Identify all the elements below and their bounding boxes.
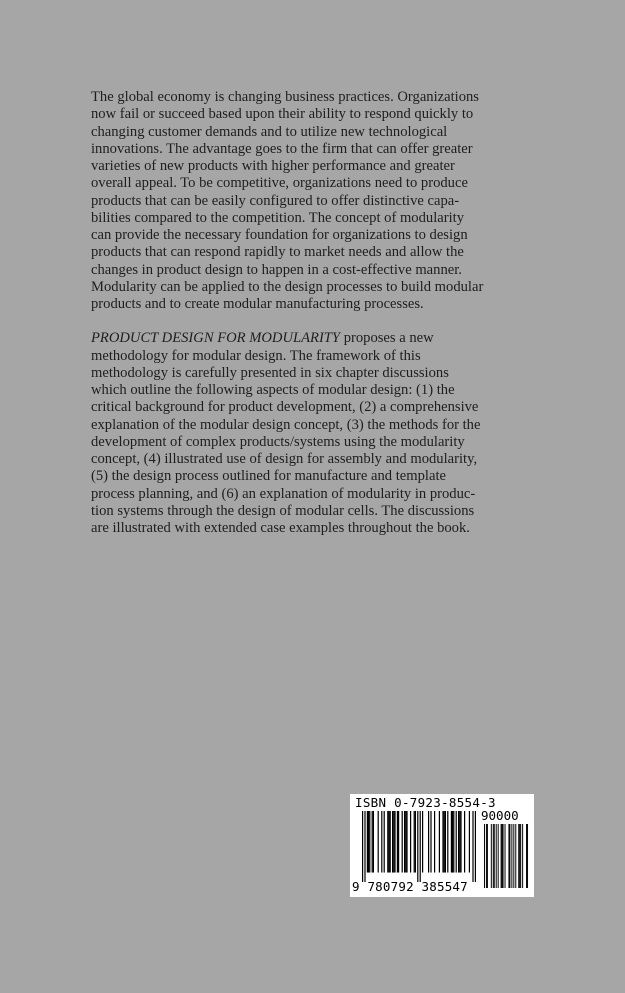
barcode-bar bbox=[393, 811, 394, 873]
blurb-line-rest: proposes a new bbox=[340, 330, 434, 347]
barcode-bar bbox=[369, 811, 370, 873]
barcode-bar bbox=[496, 824, 497, 888]
barcode-bar bbox=[459, 811, 460, 873]
back-cover-blurb bbox=[91, 89, 551, 537]
blurb-line: The global economy is changing business practices. Organizations bbox=[91, 89, 479, 105]
barcode-bar bbox=[520, 824, 521, 888]
barcode-bar bbox=[381, 811, 382, 873]
blurb-line: methodology for modular design. The framework of this bbox=[91, 347, 421, 364]
barcode-bar bbox=[515, 824, 516, 888]
blurb-paragraph-2 bbox=[91, 330, 551, 537]
barcode-bar bbox=[444, 811, 445, 873]
barcode-bar bbox=[508, 824, 509, 888]
barcode-bar bbox=[460, 811, 461, 873]
blurb-line: changes in product design to happen in a cost-effective manner. bbox=[91, 261, 462, 278]
blurb-line: bilities compared to the competition. The concept of modularity bbox=[91, 209, 464, 226]
addon-bars bbox=[483, 824, 529, 888]
barcode-bar bbox=[509, 824, 510, 888]
barcode-bar bbox=[405, 811, 406, 873]
barcode-bar bbox=[439, 811, 440, 873]
blurb-line: changing customer demands and to utilize new technological bbox=[91, 123, 448, 140]
blurb-line: can provide the necessary foundation for organizations to design bbox=[91, 227, 468, 243]
blurb-line: are illustrated with extended case examples throughout the book. bbox=[91, 520, 470, 536]
barcode-bar bbox=[410, 811, 411, 873]
barcode-bar bbox=[397, 811, 398, 873]
barcode-bar bbox=[415, 811, 416, 873]
blurb-line: innovations. The advantage goes to the firm that can offer greater bbox=[91, 140, 473, 157]
barcode-bar bbox=[472, 811, 473, 882]
barcode-bar bbox=[526, 824, 527, 888]
blurb-line: process planning, and (6) an explanation of modularity in produc- bbox=[91, 485, 476, 502]
barcode-bar bbox=[484, 824, 485, 888]
blurb-line bbox=[91, 330, 551, 347]
barcode-bar bbox=[392, 811, 393, 873]
barcode-bar bbox=[394, 811, 395, 873]
barcode-bar bbox=[451, 811, 452, 873]
book-title: PRODUCT DESIGN FOR MODULARITY bbox=[91, 330, 341, 347]
barcode-bar bbox=[493, 824, 494, 888]
barcode-bar bbox=[367, 811, 368, 873]
barcode-bar bbox=[487, 824, 488, 888]
barcode-bar bbox=[522, 824, 523, 888]
barcode-bar bbox=[372, 811, 373, 873]
blurb-line: products that can respond rapidly to market needs and allow the bbox=[91, 244, 464, 261]
barcode-bar bbox=[505, 824, 506, 888]
barcode-bar bbox=[498, 824, 499, 888]
blurb-line: which outline the following aspects of modular design: (1) the bbox=[91, 382, 455, 398]
barcode-bar bbox=[428, 811, 429, 873]
barcode-bar bbox=[469, 811, 470, 873]
barcode-bar bbox=[368, 811, 369, 873]
barcode-bar bbox=[398, 811, 399, 873]
barcode-bar bbox=[384, 811, 385, 873]
barcode-bar bbox=[390, 811, 391, 873]
barcode-bar bbox=[414, 811, 415, 873]
blurb-line: development of complex products/systems using the modularity bbox=[91, 433, 465, 450]
barcode-bar bbox=[445, 811, 446, 873]
barcode-bar bbox=[387, 811, 388, 873]
blurb-line: varieties of new products with higher performance and greater bbox=[91, 158, 455, 174]
barcode-bar bbox=[519, 824, 520, 888]
barcode-bar bbox=[458, 811, 459, 873]
ean-digits: 9 780792 385547 bbox=[352, 879, 468, 894]
barcode-bar bbox=[501, 824, 502, 888]
blurb-line: critical background for product development, (2) a comprehensive bbox=[91, 399, 479, 416]
blurb-line: (5) the design process outlined for manufacture and template bbox=[91, 468, 446, 485]
barcode-bar bbox=[527, 824, 528, 888]
barcode-bar bbox=[422, 811, 423, 873]
blurb-line: products that can be easily configured to offer distinctive capa- bbox=[91, 192, 460, 209]
blurb-line: Modularity can be applied to the design processes to build modular bbox=[91, 278, 484, 295]
barcode-bar bbox=[511, 824, 512, 888]
ean13-bars bbox=[362, 811, 476, 882]
barcode-bar bbox=[453, 811, 454, 873]
blurb-line: now fail or succeed based upon their ability to respond quickly to bbox=[91, 106, 474, 123]
barcode-bar bbox=[373, 811, 374, 873]
barcode-bar bbox=[442, 811, 443, 873]
barcode-bar bbox=[430, 811, 431, 873]
barcode-bar bbox=[417, 811, 418, 882]
barcode-bar bbox=[456, 811, 457, 873]
blurb-line: products and to create modular manufacturing processes. bbox=[91, 296, 424, 312]
barcode-bar bbox=[364, 811, 365, 882]
barcode-bar bbox=[404, 811, 405, 873]
barcode-bar bbox=[420, 811, 421, 882]
blurb-line: methodology is carefully presented in six chapter discussions bbox=[91, 364, 449, 381]
barcode-bar bbox=[452, 811, 453, 873]
barcode-bar bbox=[518, 824, 519, 888]
barcode-bar bbox=[434, 811, 435, 873]
barcode-bar bbox=[447, 811, 448, 873]
barcode-bar bbox=[475, 811, 476, 882]
isbn-barcode bbox=[350, 794, 534, 897]
barcode-bar bbox=[503, 824, 504, 888]
isbn-label: ISBN 0-7923-8554-3 bbox=[355, 795, 496, 810]
barcode-bar bbox=[513, 824, 514, 888]
barcode-bar bbox=[402, 811, 403, 873]
blurb-line: concept, (4) illustrated use of design for assembly and modularity, bbox=[91, 451, 478, 467]
barcode-bar bbox=[464, 811, 465, 873]
barcode-bar bbox=[491, 824, 492, 888]
barcode-bar bbox=[494, 824, 495, 888]
barcode-bar bbox=[362, 811, 363, 882]
barcode-bar bbox=[378, 811, 379, 873]
barcode-bar bbox=[406, 811, 407, 873]
blurb-paragraph-1 bbox=[91, 89, 551, 313]
barcode-bar bbox=[388, 811, 389, 873]
blurb-line: overall appeal. To be competitive, organizations need to produce bbox=[91, 175, 468, 192]
barcode-bar bbox=[502, 824, 503, 888]
blurb-line: explanation of the modular design concept, (3) the methods for the bbox=[91, 416, 481, 433]
barcode-bar bbox=[486, 824, 487, 888]
price-code: 90000 bbox=[481, 808, 519, 823]
blurb-line: tion systems through the design of modular cells. The discussions bbox=[91, 502, 475, 519]
